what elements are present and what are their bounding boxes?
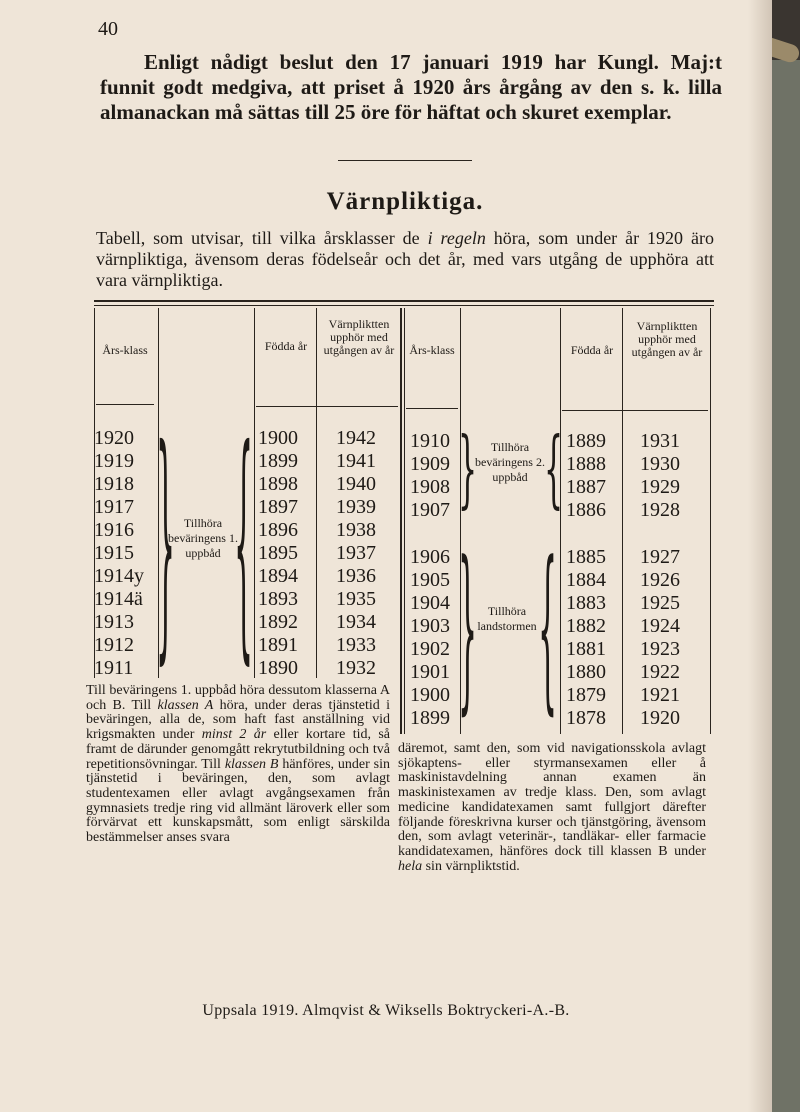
arsklass-cell: 1905 (410, 569, 450, 591)
upphor-cell: 1921 (640, 684, 680, 706)
group-label-landstorm: Tillhöra landstormen (477, 604, 537, 633)
fodda-cell: 1896 (258, 519, 298, 541)
intro-text-end: höra, som under år 1920 äro värnpliktiga, ävensom deras födelseår och det år, med vars utgång de upphöra att vara värnpliktiga. (96, 228, 714, 290)
arsklass-cell: 1907 (410, 499, 450, 521)
fodda-cell: 1890 (258, 657, 298, 679)
upphor-cell: 1925 (640, 592, 680, 614)
fodda-cell: 1884 (566, 569, 606, 591)
fodda-cell: 1878 (566, 707, 606, 729)
header-arsklass: Års-klass (102, 343, 148, 357)
header-arsklass-right: Års-klass (409, 343, 455, 357)
table-column-rule (316, 308, 317, 678)
brace-right-1: } (458, 421, 478, 520)
fodda-cell: 1895 (258, 542, 298, 564)
fodda-cell: 1887 (566, 476, 606, 498)
table-column-rule (404, 308, 405, 734)
fodda-cell: 1893 (258, 588, 298, 610)
upphor-cell: 1939 (336, 496, 376, 518)
note-right-text-2: sin värnpliktstid. (422, 858, 520, 874)
table-header-rule (96, 404, 154, 405)
upphor-cell: 1942 (336, 427, 376, 449)
arsklass-cell: 1903 (410, 615, 450, 637)
brace-right-2: { (544, 421, 564, 520)
table-column-rule (622, 308, 623, 734)
arsklass-cell: 1917 (94, 496, 134, 518)
note-left-text-3: minst 2 år (201, 727, 267, 743)
arsklass-cell: 1906 (410, 546, 450, 568)
arsklass-cell: 1912 (94, 634, 134, 656)
arsklass-cell: 1901 (410, 661, 450, 683)
arsklass-cell: 1915 (94, 542, 134, 564)
note-left-text-1: klassen A (157, 697, 214, 713)
arsklass-cell: 1910 (410, 430, 450, 452)
group-label-bevaring-1: Tillhöra beväringens 1. uppbåd (168, 516, 238, 560)
upphor-cell: 1936 (336, 565, 376, 587)
fodda-cell: 1900 (258, 427, 298, 449)
arsklass-cell: 1899 (410, 707, 450, 729)
upphor-cell: 1937 (336, 542, 376, 564)
upphor-cell: 1935 (336, 588, 376, 610)
table-column-rule (710, 308, 711, 734)
arsklass-cell: 1908 (410, 476, 450, 498)
brace-right-4: { (538, 528, 558, 736)
arsklass-cell: 1913 (94, 611, 134, 633)
upphor-cell: 1941 (336, 450, 376, 472)
header-varnplikt-right: Värnpliktten upphör med utgången av år (631, 319, 703, 359)
upphor-cell: 1927 (640, 546, 680, 568)
brace-left-1: } (156, 403, 176, 693)
upphor-cell: 1932 (336, 657, 376, 679)
section-title: Värnpliktiga. (326, 188, 484, 215)
intro-text-italic: i regeln (427, 228, 486, 248)
arsklass-cell: 1916 (94, 519, 134, 541)
arsklass-cell: 1902 (410, 638, 450, 660)
upphor-cell: 1929 (640, 476, 680, 498)
header-fodda: Födda år (264, 339, 308, 353)
fodda-cell: 1880 (566, 661, 606, 683)
printer-imprint: Uppsala 1919. Almqvist & Wiksells Boktryckeri-A.-B. (202, 1002, 570, 1019)
note-left-text-5: klassen B (224, 756, 279, 772)
note-left-text-0: Till beväringens 1. uppbåd höra dessutom klasserna A och B. Till (86, 683, 390, 713)
table-column-rule (400, 308, 402, 734)
table-column-rule (560, 308, 561, 734)
brace-left-2: { (234, 403, 254, 693)
fodda-cell: 1891 (258, 634, 298, 656)
upphor-cell: 1928 (640, 499, 680, 521)
table-header-rule (406, 408, 458, 409)
upphor-cell: 1938 (336, 519, 376, 541)
fodda-cell: 1886 (566, 499, 606, 521)
arsklass-cell: 1914ä (94, 588, 143, 610)
arsklass-cell: 1918 (94, 473, 134, 495)
upphor-cell: 1934 (336, 611, 376, 633)
fodda-cell: 1897 (258, 496, 298, 518)
note-right-text-0: däremot, samt den, som vid navigationsskola avlagt sjökaptens- eller styrmansexamen eller å maskinistavdelning annan examen än maskinistexamen av tredje klass. Den, som avlagt medicine kandidatexamen samt fullgjort därefter följande föreskrivna kurser och tjänstgöring, ävensom den, som avlagt veterinär-, tandläkar- eller farmacie kandidatexamen, hänföres dock till klassen B under (398, 741, 706, 859)
arsklass-cell: 1920 (94, 427, 134, 449)
fodda-cell: 1883 (566, 592, 606, 614)
upphor-cell: 1931 (640, 430, 680, 452)
fodda-cell: 1881 (566, 638, 606, 660)
fodda-cell: 1879 (566, 684, 606, 706)
upphor-cell: 1923 (640, 638, 680, 660)
upphor-cell: 1920 (640, 707, 680, 729)
note-left (86, 684, 390, 846)
fodda-cell: 1888 (566, 453, 606, 475)
upphor-cell: 1922 (640, 661, 680, 683)
arsklass-cell: 1919 (94, 450, 134, 472)
note-left-text-2: höra, under deras tjänstetid i beväringen, alla de, som haft fast anställning vid krigsmakten under (86, 697, 390, 743)
note-left-text-4: eller kortare tid, så framt de därunder genomgått rekrytutbildning och två repetitionsövningar. Till (86, 727, 390, 772)
decree-paragraph: Enligt nådigt beslut den 17 januari 1919 har Kungl. Maj:t funnit godt medgiva, att priset å 1920 års årgång av den s. k. lilla almanackan må sättas till 25 öre för häftat och skuret exemplar. (100, 50, 722, 124)
upphor-cell: 1930 (640, 453, 680, 475)
page-number: 40 (98, 18, 118, 40)
group-label-bevaring-2: Tillhöra beväringens 2. uppbåd (475, 440, 545, 484)
fodda-cell: 1882 (566, 615, 606, 637)
table-column-rule (254, 308, 255, 678)
header-varnplikt: Värnpliktten upphör med utgången av år (323, 317, 395, 357)
fodda-cell: 1898 (258, 473, 298, 495)
upphor-cell: 1940 (336, 473, 376, 495)
arsklass-cell: 1900 (410, 684, 450, 706)
arsklass-cell: 1904 (410, 592, 450, 614)
fodda-cell: 1894 (258, 565, 298, 587)
arsklass-cell: 1914y (94, 565, 144, 587)
header-fodda-right: Födda år (570, 343, 614, 357)
note-right (398, 742, 706, 874)
upphor-cell: 1924 (640, 615, 680, 637)
note-right-text-1: hela (398, 858, 423, 874)
brace-right-3: } (458, 528, 478, 736)
fodda-cell: 1892 (258, 611, 298, 633)
intro-text-start: Tabell, som utvisar, till vilka årsklasser de (96, 228, 428, 248)
upphor-cell: 1933 (336, 634, 376, 656)
table-header-rule (256, 406, 398, 407)
fodda-cell: 1889 (566, 430, 606, 452)
upphor-cell: 1926 (640, 569, 680, 591)
fodda-cell: 1899 (258, 450, 298, 472)
arsklass-cell: 1911 (94, 657, 134, 679)
table-header-rule (562, 410, 708, 411)
arsklass-cell: 1909 (410, 453, 450, 475)
fodda-cell: 1885 (566, 546, 606, 568)
note-left-text-6: hänföres, under sin tjänstetid i beväringen, den, som avlagt studentexamen eller avlagt avgångsexamen från gymnasiets tredje ring vid allmänt läroverk eller som förvärvat ett kunskapsmått, som enligt särskilda bestämmelser anses svara (86, 756, 390, 846)
